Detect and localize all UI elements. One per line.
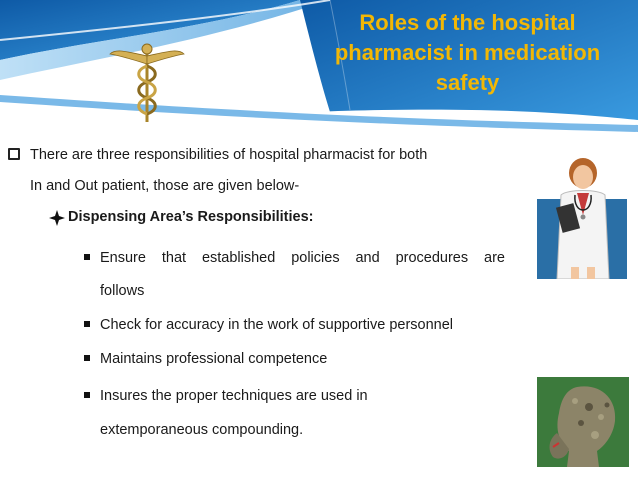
diamond-bullet-icon [49,210,65,226]
list-item-1-line-2: follows [100,283,145,299]
slide-title: Roles of the hospital pharmacist in medication safety [334,10,601,95]
filled-square-bullet-icon [84,392,90,398]
intro-line-2: In and Out patient, those are given below- [30,178,300,194]
pharmacist-image [537,155,627,279]
list-item-2: Check for accuracy in the work of supportive personnel [100,317,454,333]
thinker-image [537,377,629,467]
caduceus-icon [108,42,186,124]
list-item-1-line-1: Ensure that established policies and procedures are [100,250,505,266]
intro-line-1: There are three responsibilities of hospital pharmacist for both [30,147,428,163]
list-item-4-line-2: extemporaneous compounding. [100,422,304,438]
list-item-3: Maintains professional competence [100,351,328,367]
square-bullet-icon [8,148,20,160]
filled-square-bullet-icon [84,254,90,260]
section-heading: Dispensing Area’s Responsibilities: [68,209,314,225]
list-item-4-line-1: Insures the proper techniques are used in [100,388,368,404]
filled-square-bullet-icon [84,355,90,361]
filled-square-bullet-icon [84,321,90,327]
